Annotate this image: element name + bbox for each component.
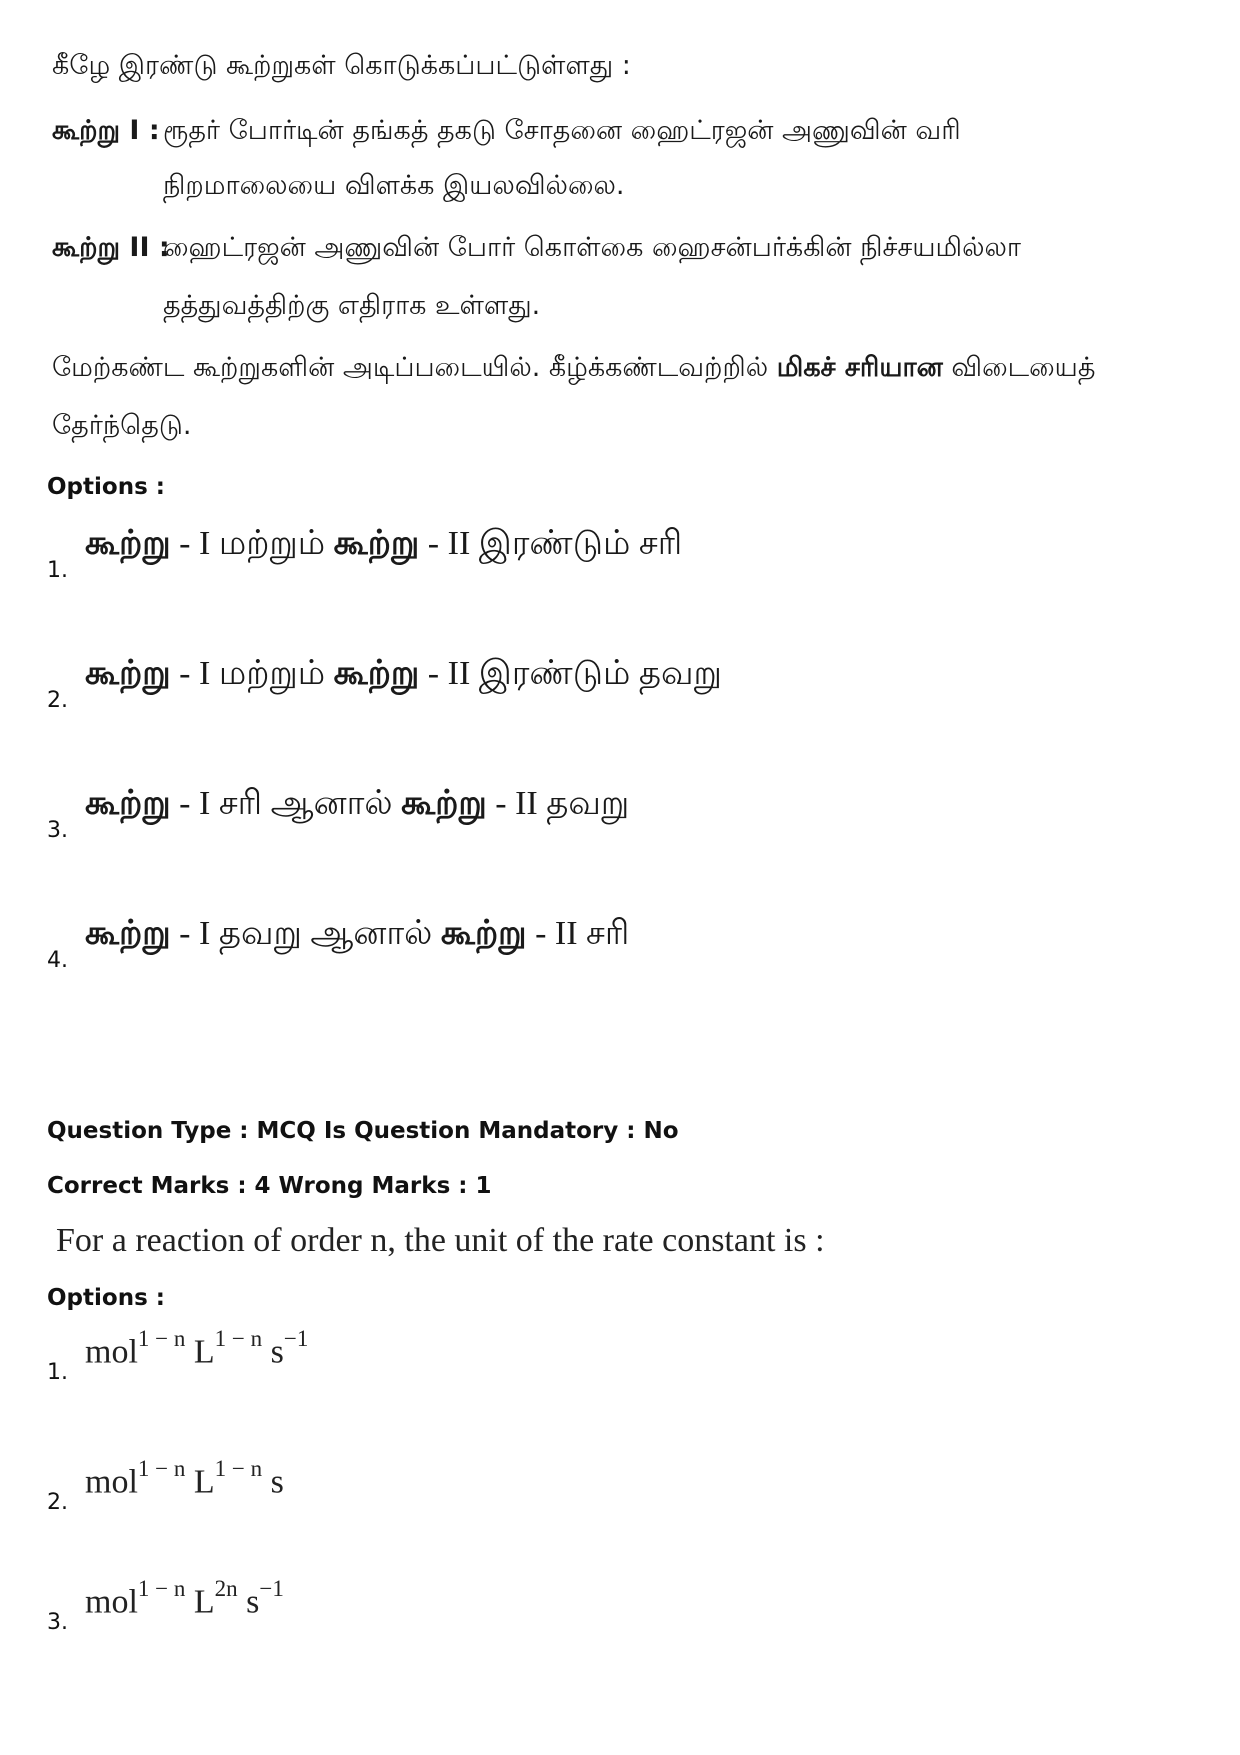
q1-option-2-kw2: கூற்று	[333, 655, 420, 692]
statement-1-label-text: கூற்று I :	[52, 115, 160, 146]
q1-option-4[interactable]	[85, 915, 629, 957]
q1-option-2-mid: மற்றும்	[218, 655, 326, 692]
q1-option-4-sep1: - I	[179, 915, 211, 952]
q2-option-1-mol: mol	[85, 1333, 138, 1371]
q2-option-2-l: L	[193, 1463, 215, 1501]
question-2-text: For a reaction of order n, the unit of the rate constant is :	[56, 1222, 825, 1259]
q2-option-2-l-exp: 1 − n	[214, 1456, 263, 1481]
q1-option-1-number: 1.	[47, 558, 68, 583]
q2-option-2-mol-exp: 1 − n	[137, 1456, 186, 1481]
question-type-line: Question Type : MCQ Is Question Mandatory : No	[47, 1118, 679, 1144]
q1-option-2-sep1: - I	[179, 655, 211, 692]
options-label-q2: Options :	[47, 1285, 165, 1311]
q1-option-4-number: 4.	[47, 948, 68, 973]
q1-option-3-sep2: - II	[495, 785, 538, 822]
statement-2-line-1: ஹைட்ரஜன் அணுவின் போர் கொள்கை ஹைசன்பர்க்கின் நிச்சயமில்லா	[163, 232, 1022, 263]
statement-2-label-text: கூற்று II :	[52, 232, 170, 263]
q2-option-2-mol: mol	[85, 1463, 138, 1501]
q1-option-3-kw2: கூற்று	[401, 785, 487, 822]
q2-option-1[interactable]	[85, 1326, 309, 1371]
q1-option-2-sep2: - II	[427, 655, 471, 692]
q1-option-1-sep2: - II	[427, 525, 471, 562]
q2-option-3-number: 3.	[47, 1610, 68, 1635]
q2-option-2-s: s	[270, 1463, 284, 1501]
q2-option-3-mol: mol	[85, 1583, 138, 1621]
statement-2-line-2: தத்துவத்திற்கு எதிராக உள்ளது.	[163, 290, 541, 321]
q1-option-2-kw1: கூற்று	[85, 655, 171, 692]
q1-option-1-kw1: கூற்று	[85, 525, 171, 562]
statement-1-line-1: ரூதர் போர்டின் தங்கத் தகடு சோதனை ஹைட்ரஜன் அணுவின் வரி	[163, 115, 961, 146]
q1-option-4-mid: தவறு ஆனால்	[218, 915, 433, 952]
statement-2-label	[52, 232, 170, 267]
q1-option-2-number: 2.	[47, 688, 68, 713]
q1-option-2[interactable]	[85, 655, 722, 697]
q1-option-1-end: இரண்டும் சரி	[478, 525, 683, 562]
instruction-line-1	[52, 352, 1095, 387]
q2-option-3-l-exp: 2n	[214, 1576, 238, 1601]
q1-option-4-kw1: கூற்று	[85, 915, 171, 952]
statement-1-label	[52, 115, 160, 150]
marks-line: Correct Marks : 4 Wrong Marks : 1	[47, 1173, 492, 1199]
options-label-q1: Options :	[47, 474, 165, 500]
q2-option-2[interactable]	[85, 1456, 284, 1501]
q2-option-3-mol-exp: 1 − n	[137, 1576, 186, 1601]
q2-option-1-s: s	[270, 1333, 284, 1371]
q2-option-3-l: L	[193, 1583, 215, 1621]
instruction-pre: மேற்கண்ட கூற்றுகளின் அடிப்படையில். கீழ்க்கண்டவற்றில்	[52, 352, 769, 383]
question-intro: கீழே இரண்டு கூற்றுகள் கொடுக்கப்பட்டுள்ளது :	[52, 50, 631, 81]
q1-option-3-mid: சரி ஆனால்	[218, 785, 393, 822]
q1-option-4-end: சரி	[586, 915, 630, 952]
instruction-bold: மிகச் சரியான	[776, 352, 943, 383]
q2-option-1-l: L	[193, 1333, 215, 1371]
q2-option-1-mol-exp: 1 − n	[137, 1326, 186, 1351]
q1-option-1-mid: மற்றும்	[218, 525, 326, 562]
q2-option-1-s-exp: −1	[283, 1326, 309, 1351]
q2-option-3[interactable]	[85, 1576, 284, 1621]
q1-option-4-kw2: கூற்று	[440, 915, 527, 952]
q2-option-3-s-exp: −1	[259, 1576, 284, 1601]
q2-option-1-number: 1.	[47, 1360, 68, 1385]
q1-option-3-sep1: - I	[179, 785, 211, 822]
q1-option-1-kw2: கூற்று	[333, 525, 420, 562]
q1-option-3-end: தவறு	[546, 785, 630, 822]
q1-option-1[interactable]	[85, 525, 682, 567]
instruction-line-2: தேர்ந்தெடு.	[52, 410, 192, 441]
q1-option-4-sep2: - II	[535, 915, 578, 952]
q1-option-3-kw1: கூற்று	[85, 785, 171, 822]
q1-option-1-sep1: - I	[179, 525, 211, 562]
statement-1-line-2: நிறமாலையை விளக்க இயலவில்லை.	[163, 170, 625, 201]
q2-option-3-s: s	[246, 1583, 260, 1621]
q2-option-2-number: 2.	[47, 1490, 68, 1515]
q1-option-2-end: இரண்டும் தவறு	[478, 655, 722, 692]
instruction-post: விடையைத்	[951, 352, 1096, 383]
q1-option-3-number: 3.	[47, 818, 68, 843]
q1-option-3[interactable]	[85, 785, 629, 827]
q2-option-1-l-exp: 1 − n	[214, 1326, 263, 1351]
